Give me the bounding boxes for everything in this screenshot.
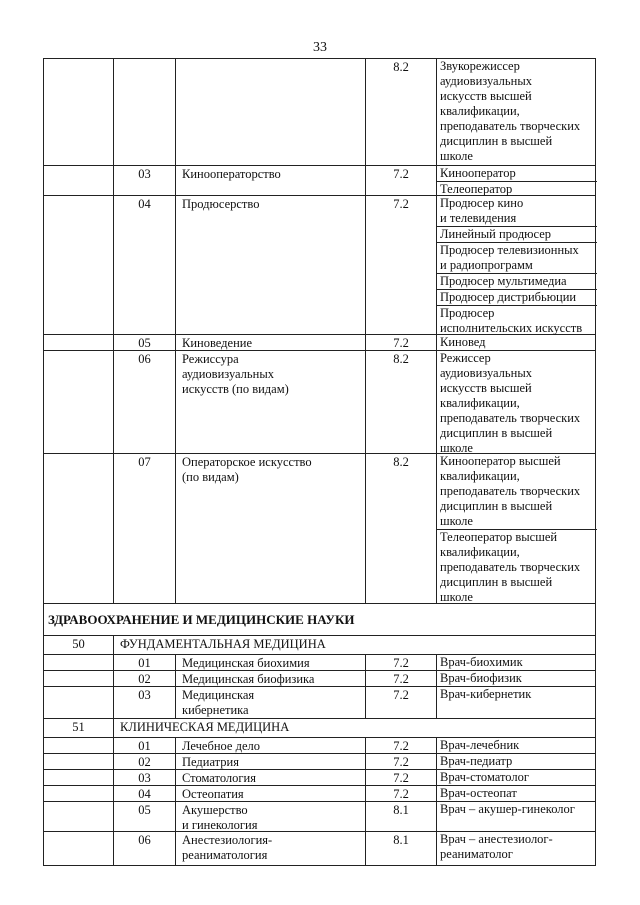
qualification (437, 59, 597, 164)
text-line: искусств (по видам) (182, 382, 289, 396)
text-line: дисциплин в высшей (440, 426, 553, 440)
group-code: 51 (72, 720, 85, 734)
qualification (437, 655, 597, 670)
blank-cell (44, 671, 113, 686)
qualification (437, 671, 597, 686)
text-line: Анестезиология- (182, 833, 273, 847)
level-code: 7.2 (365, 754, 436, 769)
blank-cell (44, 351, 113, 453)
text-line: Врач-педиатр (440, 754, 513, 768)
blank-cell (44, 687, 113, 718)
blank-cell (44, 832, 113, 865)
text-line: школе (440, 149, 473, 163)
text-line: Стоматология (182, 771, 256, 785)
text-line: Медицинская биохимия (182, 656, 310, 670)
text-line: Продюсер дистрибьюции (440, 290, 577, 304)
specialty-code: 05 (113, 802, 175, 831)
level-code: 7.2 (365, 166, 436, 195)
text-line: реаниматолог (440, 847, 513, 861)
text-line: преподаватель творческих (440, 560, 581, 574)
qualifications-cell (436, 671, 597, 686)
specialty-code: 02 (113, 754, 175, 769)
blank-cell (44, 59, 113, 165)
blank-cell (44, 335, 113, 350)
qualification (437, 802, 597, 817)
specialty-name (175, 59, 365, 165)
specialty-code: 07 (113, 454, 175, 603)
blank-cell (44, 754, 113, 769)
specialty-name (175, 196, 365, 334)
table-row (43, 738, 596, 754)
specialty-code: 06 (113, 351, 175, 453)
section-row (43, 604, 596, 636)
level-code: 7.2 (365, 738, 436, 753)
text-line: дисциплин в высшей (440, 134, 553, 148)
qualifications-cell (436, 351, 597, 453)
text-line: Врач-остеопат (440, 786, 517, 800)
text-line: Медицинская (182, 688, 255, 702)
table-row (43, 196, 596, 335)
specialty-code: 01 (113, 655, 175, 670)
text-line: школе (440, 590, 473, 604)
qualification (437, 166, 597, 182)
specialty-name (175, 166, 365, 195)
level-code: 7.2 (365, 335, 436, 350)
specialty-code: 03 (113, 166, 175, 195)
qualification (437, 770, 597, 785)
text-line: Остеопатия (182, 787, 244, 801)
text-line: Врач – анестезиолог- (440, 832, 553, 846)
text-line: и телевидения (440, 211, 517, 225)
section-title: ЗДРАВООХРАНЕНИЕ И МЕДИЦИНСКИЕ НАУКИ (48, 612, 355, 627)
qualification (437, 196, 597, 227)
text-line: Кинооператор высшей (440, 454, 561, 468)
table-row (43, 351, 596, 454)
text-line: Педиатрия (182, 755, 239, 769)
specialty-name (175, 754, 365, 769)
text-line: Врач – акушер-гинеколог (440, 802, 575, 816)
qualifications-cell (436, 738, 597, 753)
table-row (43, 687, 596, 719)
qualifications-cell (436, 166, 597, 195)
specialty-name (175, 786, 365, 801)
specialties-table (43, 58, 596, 866)
text-line: дисциплин в высшей (440, 499, 553, 513)
blank-cell (44, 786, 113, 801)
qualifications-cell (436, 687, 597, 718)
qualifications-cell (436, 59, 597, 165)
specialty-code (113, 59, 175, 165)
specialty-code: 03 (113, 770, 175, 785)
text-line: школе (440, 514, 473, 528)
qualification (437, 351, 597, 456)
text-line: реаниматология (182, 848, 268, 862)
text-line: Телеоператор (440, 182, 513, 196)
qualification (437, 754, 597, 769)
qualifications-cell (436, 196, 597, 334)
specialty-name (175, 770, 365, 785)
text-line: преподаватель творческих (440, 119, 581, 133)
group-title: ФУНДАМЕНТАЛЬНАЯ МЕДИЦИНА (113, 636, 595, 654)
text-line: кибернетика (182, 703, 249, 717)
blank-cell (44, 802, 113, 831)
blank-cell (44, 738, 113, 753)
blank-cell (44, 454, 113, 603)
text-line: Кинооператорство (182, 167, 281, 181)
level-code: 8.1 (365, 802, 436, 831)
qualification (437, 182, 597, 197)
qualifications-cell (436, 754, 597, 769)
specialty-name (175, 832, 365, 865)
specialty-name (175, 335, 365, 350)
text-line: аудиовизуальных (440, 366, 532, 380)
specialty-name (175, 351, 365, 453)
level-code: 7.2 (365, 786, 436, 801)
text-line: Медицинская биофизика (182, 672, 315, 686)
level-code: 8.2 (365, 454, 436, 603)
blank-cell (44, 196, 113, 334)
blank-cell (44, 655, 113, 670)
group-title: КЛИНИЧЕСКАЯ МЕДИЦИНА (113, 719, 595, 737)
specialty-name (175, 671, 365, 686)
text-line: Киноведение (182, 336, 253, 350)
level-code: 7.2 (365, 671, 436, 686)
qualification (437, 687, 597, 702)
text-line: квалификации, (440, 545, 520, 559)
text-line: Продюсер (440, 306, 495, 320)
table-row (43, 802, 596, 832)
group-code: 50 (72, 637, 85, 651)
text-line: (по видам) (182, 470, 239, 484)
qualifications-cell (436, 454, 597, 603)
text-line: Киновед (440, 335, 486, 349)
specialty-code: 04 (113, 786, 175, 801)
qualification (437, 454, 597, 530)
specialty-code: 05 (113, 335, 175, 350)
qualification (437, 832, 597, 862)
qualification (437, 335, 597, 350)
table-row (43, 454, 596, 604)
qualification (437, 530, 597, 605)
text-line: Режиссер (440, 351, 491, 365)
specialty-name (175, 655, 365, 670)
level-code: 7.2 (365, 770, 436, 785)
text-line: Врач-кибернетик (440, 687, 532, 701)
text-line: Акушерство (182, 803, 248, 817)
text-line: аудиовизуальных (440, 74, 532, 88)
text-line: Врач-стоматолог (440, 770, 529, 784)
text-line: и гинекология (182, 818, 258, 832)
text-line: Операторское искусство (182, 455, 312, 469)
level-code: 8.2 (365, 351, 436, 453)
text-line: Продюсер кино (440, 196, 524, 210)
text-line: школе (440, 441, 473, 455)
blank-cell (44, 166, 113, 195)
text-line: аудиовизуальных (182, 367, 274, 381)
qualifications-cell (436, 655, 597, 670)
specialty-name (175, 802, 365, 831)
text-line: Врач-биохимик (440, 655, 523, 669)
text-line: искусств высшей (440, 381, 532, 395)
specialty-code: 03 (113, 687, 175, 718)
level-code: 8.1 (365, 832, 436, 865)
text-line: дисциплин в высшей (440, 575, 553, 589)
table-row (43, 58, 596, 166)
qualifications-cell (436, 335, 597, 350)
text-line: Продюсер мультимедиа (440, 274, 567, 288)
text-line: квалификации, (440, 469, 520, 483)
group-row (43, 719, 596, 738)
qualification (437, 306, 597, 336)
table-row (43, 754, 596, 770)
text-line: квалификации, (440, 396, 520, 410)
table-row (43, 671, 596, 687)
text-line: Врач-лечебник (440, 738, 520, 752)
text-line: Продюсерство (182, 197, 260, 211)
text-line: и радиопрограмм (440, 258, 533, 272)
specialty-code: 02 (113, 671, 175, 686)
table-row (43, 786, 596, 802)
specialty-code: 04 (113, 196, 175, 334)
level-code: 7.2 (365, 687, 436, 718)
text-line: искусств высшей (440, 89, 532, 103)
table-row (43, 655, 596, 671)
text-line: Линейный продюсер (440, 227, 552, 241)
specialty-code: 06 (113, 832, 175, 865)
blank-cell (44, 770, 113, 785)
text-line: Лечебное дело (182, 739, 260, 753)
table-row (43, 335, 596, 351)
specialty-name (175, 454, 365, 603)
level-code: 7.2 (365, 196, 436, 334)
table-row (43, 832, 596, 866)
qualification (437, 274, 597, 290)
level-code: 7.2 (365, 655, 436, 670)
text-line: Режиссура (182, 352, 239, 366)
table-row (43, 770, 596, 786)
specialty-name (175, 687, 365, 718)
text-line: Телеоператор высшей (440, 530, 558, 544)
text-line: Кинооператор (440, 166, 516, 180)
table-row (43, 166, 596, 196)
specialty-code: 01 (113, 738, 175, 753)
text-line: Звукорежиссер (440, 59, 520, 73)
text-line: преподаватель творческих (440, 484, 581, 498)
text-line: Продюсер телевизионных (440, 243, 579, 257)
page-number: 33 (313, 40, 327, 55)
specialty-name (175, 738, 365, 753)
qualification (437, 786, 597, 801)
qualification (437, 227, 597, 243)
qualification (437, 738, 597, 753)
qualifications-cell (436, 802, 597, 831)
text-line: преподаватель творческих (440, 411, 581, 425)
qualifications-cell (436, 786, 597, 801)
level-code: 8.2 (365, 59, 436, 165)
qualification (437, 290, 597, 306)
qualification (437, 243, 597, 274)
text-line: квалификации, (440, 104, 520, 118)
group-row (43, 636, 596, 655)
text-line: Врач-биофизик (440, 671, 522, 685)
qualifications-cell (436, 832, 597, 865)
qualifications-cell (436, 770, 597, 785)
text-line: исполнительских искусств (440, 321, 583, 335)
